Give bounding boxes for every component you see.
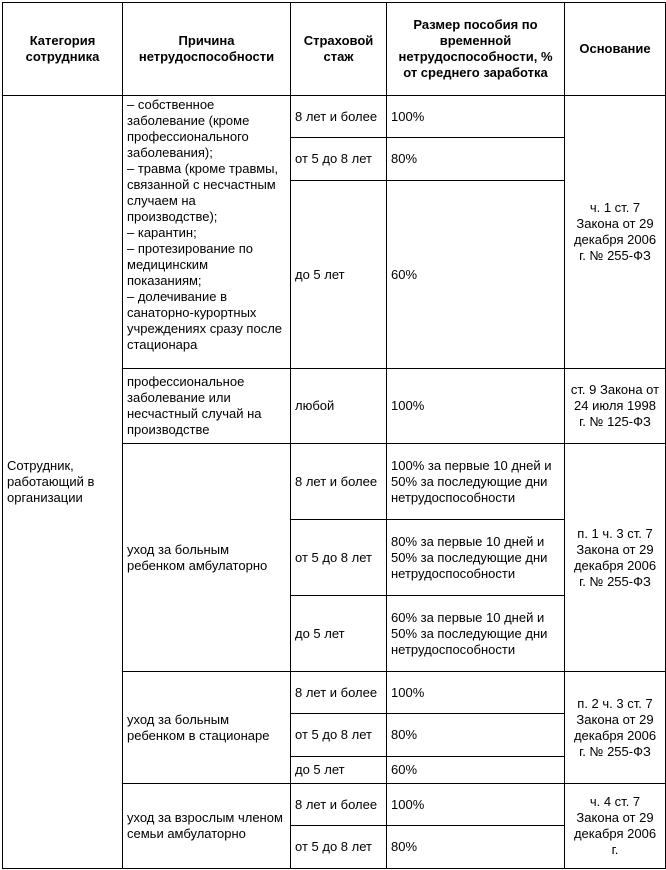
category-cell: Сотрудник, работающий в организации (3, 96, 123, 869)
reason-cell: уход за больным ребенком амбулаторно (123, 444, 291, 672)
experience-cell: от 5 до 8 лет (291, 138, 387, 181)
amount-cell: 80% за первые 10 дней и 50% за последующие дни нетрудоспособности (387, 520, 565, 596)
header-amount: Размер пособия по временной нетрудоспособности, % от среднего заработка (387, 3, 565, 96)
experience-cell: 8 лет и более (291, 96, 387, 138)
amount-cell: 100% (387, 784, 565, 826)
amount-cell: 100% (387, 96, 565, 138)
experience-cell: 8 лет и более (291, 444, 387, 520)
experience-cell: от 5 до 8 лет (291, 826, 387, 869)
header-reason: Причина нетрудоспособности (123, 3, 291, 96)
reason-cell: уход за взрослым членом семьи амбулаторно (123, 784, 291, 869)
amount-cell: 60% за первые 10 дней и 50% за последующие дни нетрудоспособности (387, 596, 565, 672)
experience-cell: любой (291, 369, 387, 444)
experience-cell: от 5 до 8 лет (291, 520, 387, 596)
header-basis: Основание (565, 3, 666, 96)
basis-cell: ст. 9 Закона от 24 июля 1998 г. № 125-ФЗ (565, 369, 666, 444)
amount-cell: 80% (387, 138, 565, 181)
amount-cell: 60% (387, 181, 565, 369)
reason-cell: – собственное заболевание (кроме профессионального заболевания); – травма (кроме травмы, связанной с несчастным случаем на производстве); – карантин; – протезирование по медицинским показаниям; – долечивание в санаторно-курортных учреждениях сразу после стационара (123, 96, 291, 369)
amount-cell: 80% (387, 826, 565, 869)
header-experience: Страховой стаж (291, 3, 387, 96)
amount-cell: 100% (387, 369, 565, 444)
experience-cell: 8 лет и более (291, 672, 387, 714)
experience-cell: до 5 лет (291, 596, 387, 672)
amount-cell: 100% за первые 10 дней и 50% за последующие дни нетрудоспособности (387, 444, 565, 520)
amount-cell: 100% (387, 672, 565, 714)
reason-cell: уход за больным ребенком в стационаре (123, 672, 291, 784)
experience-cell: 8 лет и более (291, 784, 387, 826)
basis-cell: ч. 1 ст. 7 Закона от 29 декабря 2006 г. № 255-ФЗ (565, 96, 666, 369)
header-category: Категория сотрудника (3, 3, 123, 96)
amount-cell: 60% (387, 757, 565, 784)
header-row (3, 3, 666, 96)
experience-cell: до 5 лет (291, 181, 387, 369)
experience-cell: до 5 лет (291, 757, 387, 784)
basis-cell: ч. 4 ст. 7 Закона от 29 декабря 2006 г. (565, 784, 666, 869)
amount-cell: 80% (387, 714, 565, 757)
table-row (3, 96, 666, 138)
basis-cell: п. 1 ч. 3 ст. 7 Закона от 29 декабря 2006 г. № 255-ФЗ (565, 444, 666, 672)
basis-cell: п. 2 ч. 3 ст. 7 Закона от 29 декабря 2006 г. № 255-ФЗ (565, 672, 666, 784)
benefits-table (2, 2, 666, 869)
reason-cell: профессиональное заболевание или несчастный случай на производстве (123, 369, 291, 444)
experience-cell: от 5 до 8 лет (291, 714, 387, 757)
